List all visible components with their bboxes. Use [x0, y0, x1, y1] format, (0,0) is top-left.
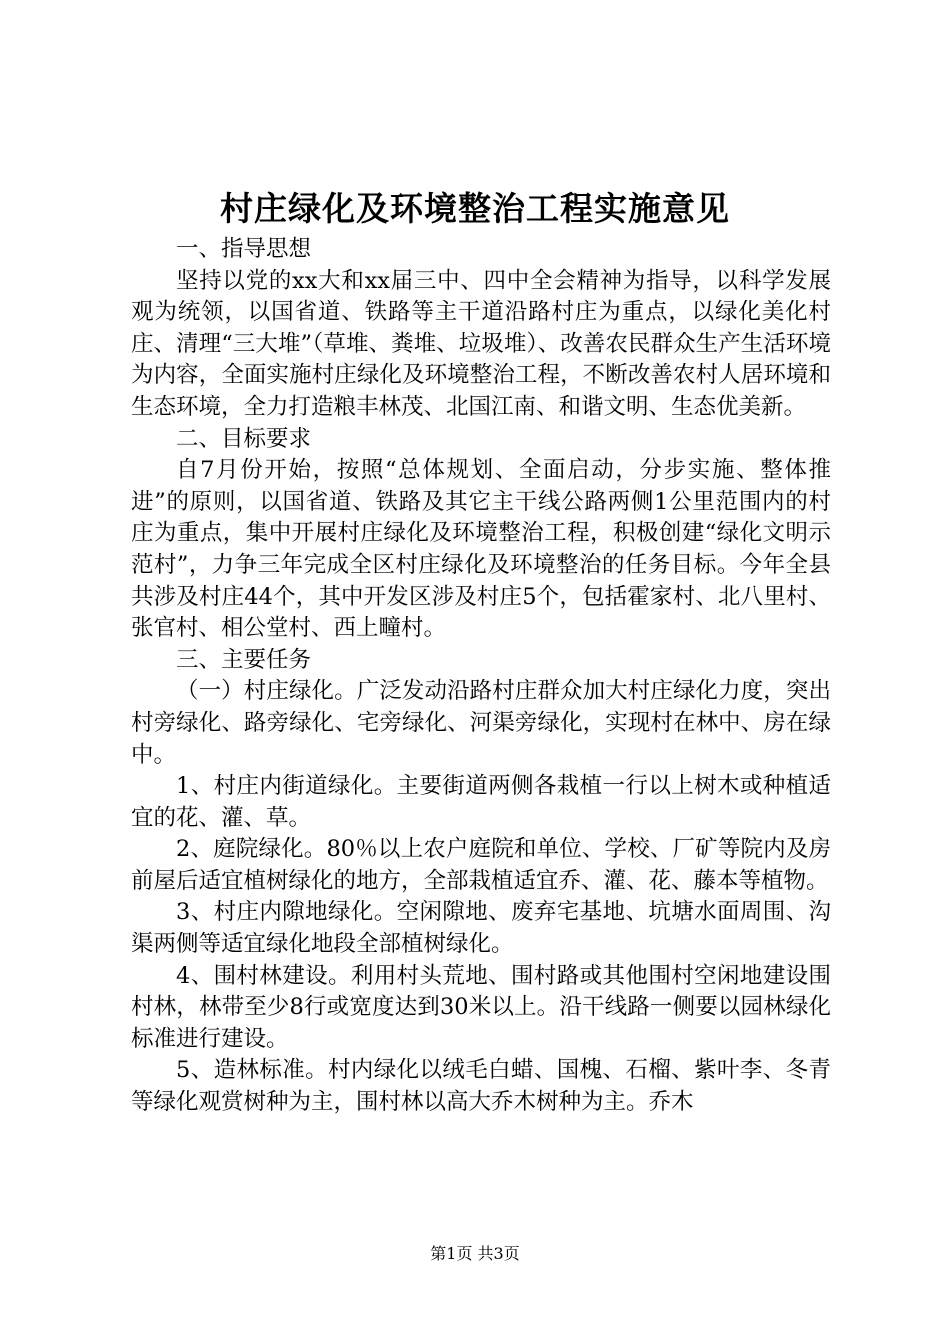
section-heading: 三、主要任务 [176, 646, 312, 673]
body-paragraph: （一）村庄绿化。广泛发动沿路村庄群众加大村庄绿化力度，突出村旁绿化、路旁绿化、宅旁绿化、河渠旁绿化，实现村在林中、房在绿中。 [131, 678, 831, 768]
document-title: 村庄绿化及环境整治工程实施意见 [220, 189, 730, 228]
body-paragraph: 5、造林标准。村内绿化以绒毛白蜡、国槐、石榴、紫叶李、冬青等绿化观赏树种为主，围村林以高大乔木树种为主。乔木 [131, 1057, 831, 1116]
section-heading: 一、指导思想 [176, 236, 312, 262]
body-paragraph: 坚持以党的xx大和xx届三中、四中全会精神为指导，以科学发展观为统领，以国省道、铁路等主干道沿路村庄为重点，以绿化美化村庄、清理“三大堆”（草堆、粪堆、垃圾堆）、改善农民群众生产生活环境为内容，全面实施村庄绿化及环境整治工程，不断改善农村人居环境和生态环境，全力打造粮丰林茂、北国江南、和谐文明、生态优美新。 [131, 267, 831, 420]
section-heading: 二、目标要求 [176, 425, 312, 452]
body-paragraph: 3、村庄内隙地绿化。空闲隙地、废弃宅基地、坑塘水面周围、沟渠两侧等适宜绿化地段全部植树绿化。 [131, 899, 831, 958]
body-paragraph: 4、围村林建设。利用村头荒地、围村路或其他围村空闲地建设围村林，林带至少8行或宽度达到30米以上。沿干线路一侧要以园林绿化标准进行建设。 [131, 962, 831, 1052]
body-paragraph: 1、村庄内街道绿化。主要街道两侧各栽植一行以上树木或种植适宜的花、灌、草。 [131, 773, 831, 831]
body-paragraph: 2、庭院绿化。80％以上农户庭院和单位、学校、厂矿等院内及房前屋后适宜植树绿化的地方，全部栽植适宜乔、灌、花、藤本等植物。 [131, 836, 831, 894]
body-paragraph: 自7月份开始，按照“总体规划、全面启动，分步实施、整体推进”的原则，以国省道、铁路及其它主干线公路两侧1公里范围内的村庄为重点，集中开展村庄绿化及环境整治工程，积极创建“绿化文明示范村”，力争三年完成全区村庄绿化及环境整治的任务目标。今年全县共涉及村庄44个，其中开发区涉及村庄5个，包括霍家村、北八里村、张官村、相公堂村、西上疃村。 [131, 457, 831, 642]
document-body [131, 234, 831, 1119]
page-footer: 第1页 共3页 [430, 1244, 520, 1263]
